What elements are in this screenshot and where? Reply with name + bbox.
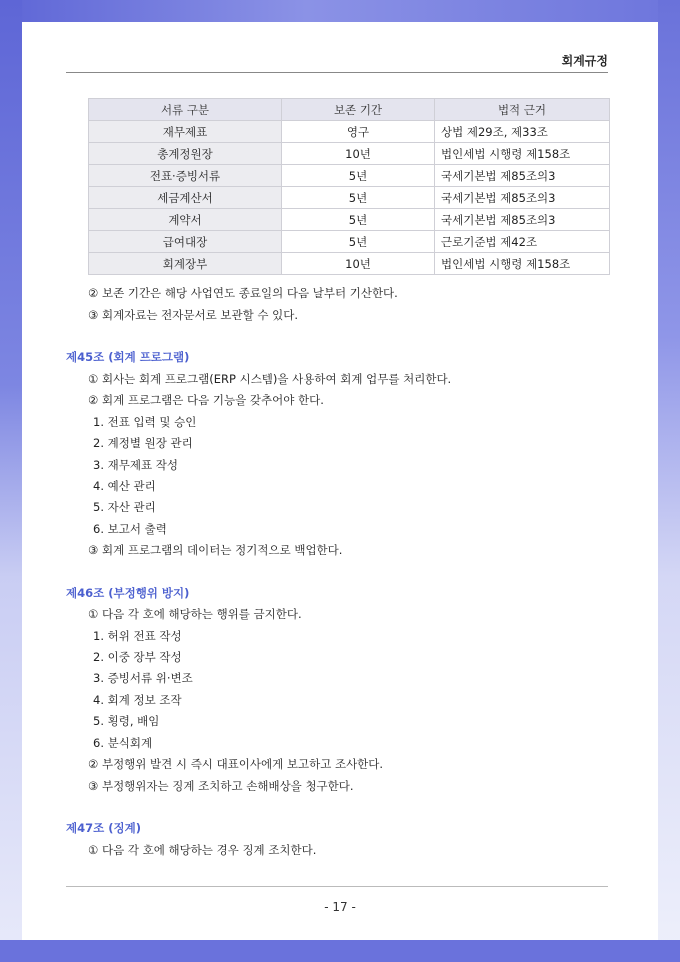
- table-cell: 5년: [282, 187, 435, 209]
- table-row: [89, 165, 610, 187]
- clause-text: ① 다음 각 호에 해당하는 행위를 금지한다.: [88, 607, 302, 621]
- table-cell: 계약서: [89, 209, 282, 231]
- list-item: 5. 횡령, 배임: [93, 714, 160, 728]
- clause-text: ③ 부정행위자는 징계 조치하고 손해배상을 청구한다.: [88, 779, 354, 793]
- list-item: 6. 보고서 출력: [93, 522, 167, 536]
- clause-text: ③ 회계 프로그램의 데이터는 정기적으로 백업한다.: [88, 543, 343, 557]
- table-row: [89, 187, 610, 209]
- article-46-title: 제46조 (부정행위 방지): [66, 586, 190, 600]
- table-cell: 5년: [282, 231, 435, 253]
- list-item: 5. 자산 관리: [93, 500, 156, 514]
- footer-divider: [66, 886, 608, 887]
- table-cell: 10년: [282, 253, 435, 275]
- table-cell: 국세기본법 제85조의3: [435, 209, 610, 231]
- column-header: 보존 기간: [282, 99, 435, 121]
- table-cell: 국세기본법 제85조의3: [435, 187, 610, 209]
- article-45-title: 제45조 (회계 프로그램): [66, 350, 190, 364]
- table-cell: 회계장부: [89, 253, 282, 275]
- article-47-title: 제47조 (징계): [66, 821, 141, 835]
- clause-text: ② 회계 프로그램은 다음 기능을 갖추어야 한다.: [88, 393, 324, 407]
- table-cell: 국세기본법 제85조의3: [435, 165, 610, 187]
- clause-text: ① 회사는 회계 프로그램(ERP 시스템)을 사용하여 회계 업무를 처리한다.: [88, 372, 452, 386]
- clause-text: ② 보존 기간은 해당 사업연도 종료일의 다음 날부터 기산한다.: [88, 286, 398, 300]
- table-header-row: [89, 99, 610, 121]
- table-cell: 법인세법 시행령 제158조: [435, 143, 610, 165]
- table-cell: 전표·증빙서류: [89, 165, 282, 187]
- column-header: 법적 근거: [435, 99, 610, 121]
- list-item: 4. 예산 관리: [93, 479, 156, 493]
- background-top: [0, 0, 680, 22]
- table-cell: 근로기준법 제42조: [435, 231, 610, 253]
- background-left: [0, 0, 22, 962]
- list-item: 3. 증빙서류 위·변조: [93, 671, 193, 685]
- table-cell: 급여대장: [89, 231, 282, 253]
- table-cell: 10년: [282, 143, 435, 165]
- table-cell: 법인세법 시행령 제158조: [435, 253, 610, 275]
- clause-text: ② 부정행위 발견 시 즉시 대표이사에게 보고하고 조사한다.: [88, 757, 384, 771]
- list-item: 1. 전표 입력 및 승인: [93, 415, 197, 429]
- list-item: 2. 이중 장부 작성: [93, 650, 182, 664]
- table-cell: 5년: [282, 209, 435, 231]
- header-title: 회계규정: [561, 54, 608, 68]
- document-page: [22, 22, 658, 940]
- page-number: - 17 -: [324, 900, 356, 914]
- table-row: [89, 121, 610, 143]
- table-cell: 총계정원장: [89, 143, 282, 165]
- table-cell: 영구: [282, 121, 435, 143]
- column-header: 서류 구분: [89, 99, 282, 121]
- background-bottom: [0, 940, 680, 962]
- list-item: 2. 계정별 원장 관리: [93, 436, 193, 450]
- list-item: 3. 재무제표 작성: [93, 458, 178, 472]
- header-divider: [66, 72, 608, 73]
- table-row: [89, 253, 610, 275]
- table-row: [89, 231, 610, 253]
- table-row: [89, 209, 610, 231]
- table-cell: 상법 제29조, 제33조: [435, 121, 610, 143]
- clause-text: ③ 회계자료는 전자문서로 보관할 수 있다.: [88, 308, 298, 322]
- list-item: 4. 회계 정보 조작: [93, 693, 182, 707]
- table-row: [89, 143, 610, 165]
- table-cell: 재무제표: [89, 121, 282, 143]
- table-cell: 세금계산서: [89, 187, 282, 209]
- table-cell: 5년: [282, 165, 435, 187]
- clause-text: ① 다음 각 호에 해당하는 경우 징계 조치한다.: [88, 843, 317, 857]
- list-item: 6. 분식회계: [93, 736, 153, 750]
- list-item: 1. 허위 전표 작성: [93, 629, 182, 643]
- background-right: [658, 0, 680, 962]
- retention-table: [88, 98, 610, 275]
